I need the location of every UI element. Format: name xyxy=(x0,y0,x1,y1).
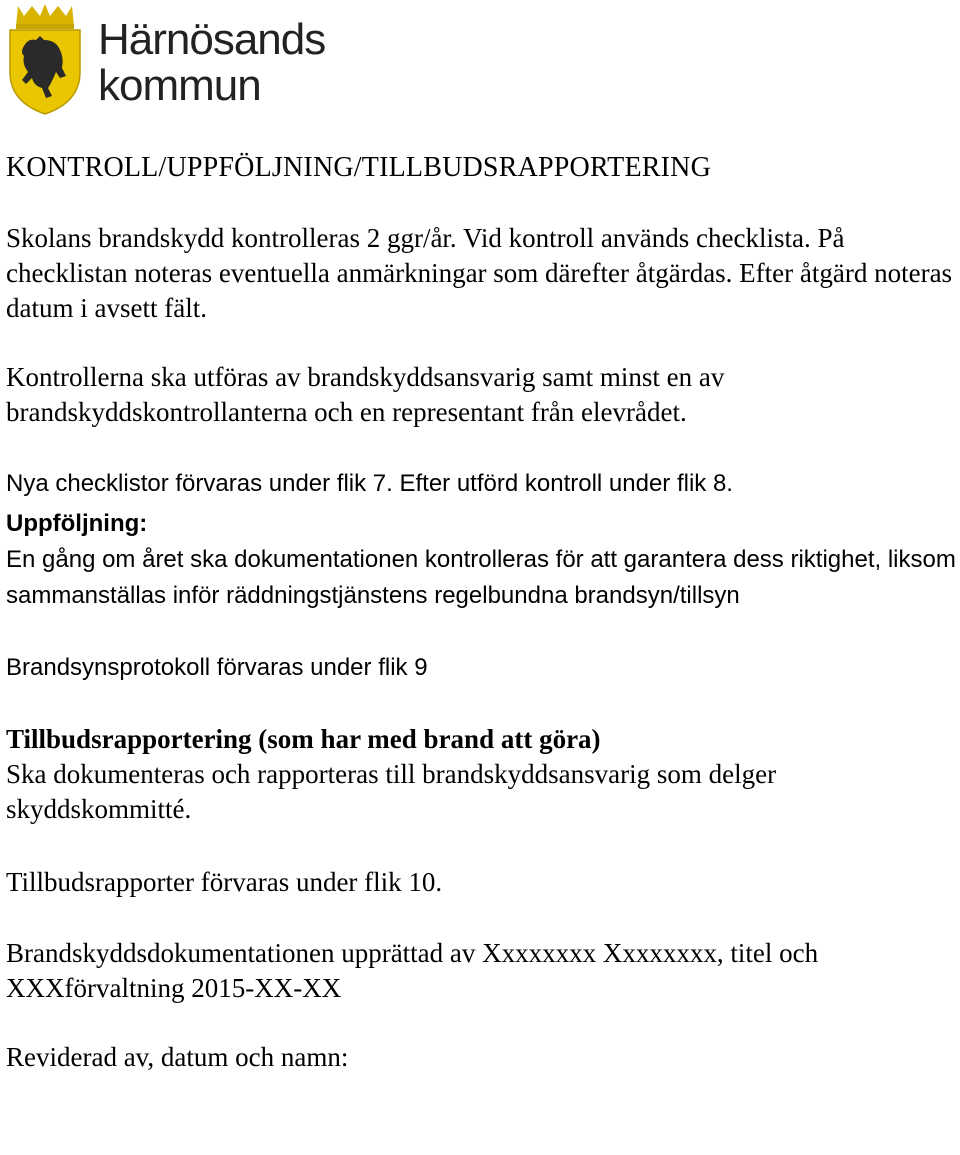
brandsyn-text: Brandsynsprotokoll förvaras under flik 9 xyxy=(6,654,428,681)
revised-by: Reviderad av, datum och namn: xyxy=(6,1042,349,1072)
tillbud-heading: Tillbudsrapportering (som har med brand att göra) xyxy=(6,724,601,754)
paragraph-responsibility: Kontrollerna ska utföras av brandskyddsansvarig samt minst en av brandskyddskontrollanterna och en representant från elevrådet. xyxy=(6,362,725,427)
document-body xyxy=(6,150,956,1075)
tillbud-text: Ska dokumenteras och rapporteras till brandskyddsansvarig som delger skyddskommitté. xyxy=(6,759,777,824)
header-logo xyxy=(0,0,360,120)
logo-line2: kommun xyxy=(98,61,261,110)
paragraph-checklist: Skolans brandskydd kontrolleras 2 ggr/år. Vid kontroll används checklista. På checklistan noteras eventuella anmärkningar som därefter åtgärdas. Efter åtgärd noteras datum i avsett fält. xyxy=(6,223,953,323)
tillbud-storage: Tillbudsrapporter förvaras under flik 10. xyxy=(6,867,443,897)
established-by: Brandskyddsdokumentationen upprättad av Xxxxxxxx Xxxxxxxx, titel och XXXförvaltning 2015-XX-XX xyxy=(6,938,819,1003)
document-title: KONTROLL/UPPFÖLJNING/TILLBUDSRAPPORTERING xyxy=(6,152,712,183)
coat-of-arms-bear-icon xyxy=(4,2,86,116)
logo-wordmark xyxy=(98,15,326,110)
uppfoljning-text: En gång om året ska dokumentationen kontrolleras för att garantera dess riktighet, liksom sammanställas inför räddningstjänstens regelbundna brandsyn/tillsyn xyxy=(6,546,956,609)
paragraph-storage: Nya checklistor förvaras under flik 7. Efter utförd kontroll under flik 8. xyxy=(6,470,733,497)
logo-line1: Härnösands xyxy=(98,15,326,64)
uppfoljning-heading: Uppföljning: xyxy=(6,510,148,537)
